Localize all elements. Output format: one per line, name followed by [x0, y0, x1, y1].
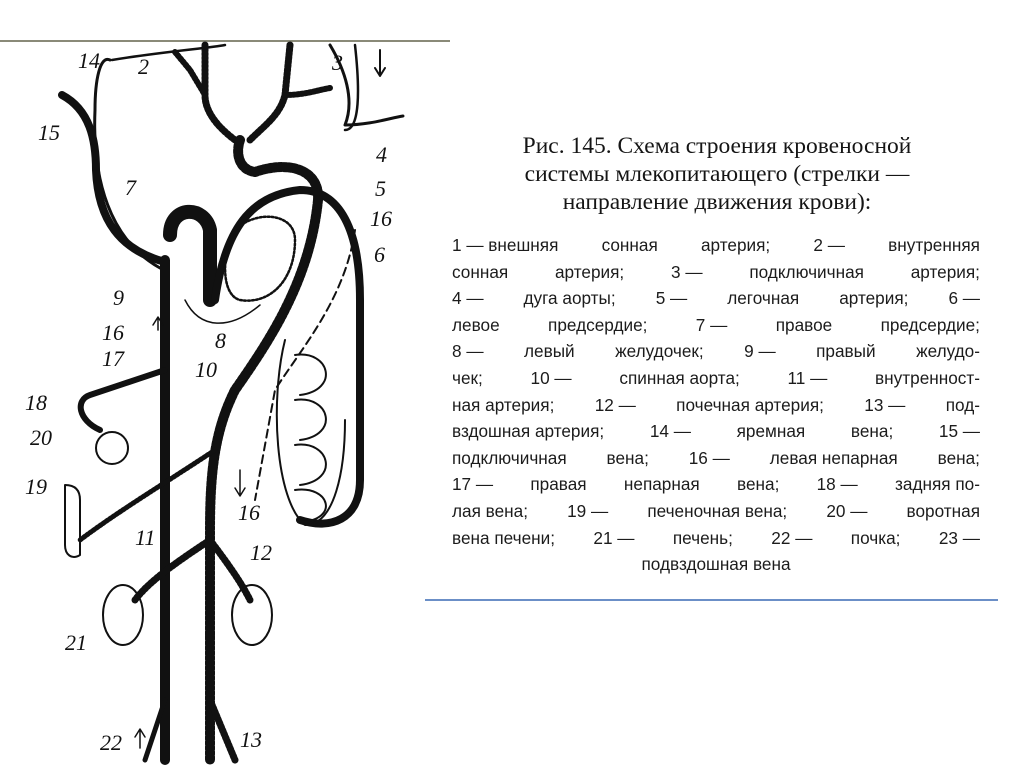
label-6: 6 [374, 242, 385, 267]
legend-line [452, 365, 980, 392]
legend-line [452, 232, 980, 259]
legend-word: предсердие; [548, 314, 648, 335]
legend-word: предсердие; [880, 314, 980, 335]
caption-line: Рис. 145. Схема строения кровеносной [522, 133, 912, 159]
carotid-left [205, 45, 235, 140]
legend-word: 9 — [744, 341, 776, 362]
legend-word: 12 — [594, 394, 636, 415]
legend-word: 8 — [452, 341, 484, 362]
renal-artery-right [210, 540, 250, 600]
legend-word: подвздошная вена [641, 554, 791, 575]
label-14: 14 [78, 48, 100, 73]
legend-word: правый [816, 341, 876, 362]
label-3: 3 [332, 50, 343, 75]
legend-word: сонная [601, 235, 658, 255]
legend-word: подключичная [452, 447, 567, 468]
legend-word: 14 — [649, 421, 691, 442]
legend-word: 7 — [695, 314, 728, 335]
legend-word: 10 — [530, 367, 572, 388]
legend-word: 16 — [688, 447, 730, 468]
legend-word: 21 — [593, 527, 635, 548]
legend-word: сонная [452, 261, 509, 282]
caption-line: системы млекопитающего (стрелки — [524, 161, 910, 187]
legend-word: чек; [452, 367, 483, 388]
label-11: 11 [135, 525, 156, 550]
legend-word: вздошная артерия; [452, 421, 605, 442]
arrow-1 [375, 50, 385, 76]
legend-word: ная артерия; [452, 394, 555, 415]
label-23: 22 [100, 730, 122, 755]
legend-word: яремная [736, 421, 806, 442]
left-ventricle [225, 217, 295, 301]
legend-line [452, 312, 980, 339]
legend-word: 13 — [864, 394, 906, 415]
legend-word: воротная [906, 500, 980, 521]
legend-word: 6 — [948, 288, 980, 309]
bottom-rule [425, 599, 998, 601]
legend-line [452, 418, 980, 445]
legend-word: 20 — [826, 500, 868, 521]
legend-word: 1 — внешняя [452, 235, 559, 255]
legend-line [452, 338, 980, 365]
legend-word: 23 — [938, 527, 980, 548]
legend-line [452, 498, 980, 525]
legend-word: желудочек; [615, 341, 704, 362]
subclavian-artery [285, 88, 330, 95]
legend-word: 3 — [671, 261, 703, 282]
arrow-3 [235, 470, 245, 496]
legend-word: 5 — [655, 288, 688, 309]
label-20: 19 [25, 474, 47, 499]
legend-word: левая непарная [769, 447, 898, 468]
label-22: 21 [65, 630, 87, 655]
legend-word: печень; [672, 527, 733, 548]
circulatory-diagram [0, 0, 450, 767]
caption-line: направление движения крови): [562, 189, 872, 215]
label-18: 17 [102, 346, 124, 371]
legend-word: почечная артерия; [676, 394, 824, 415]
kidney-left [103, 585, 143, 645]
label-10: 10 [195, 357, 217, 382]
figure-legend [452, 232, 980, 578]
legend-word: дуга аорты; [523, 288, 616, 309]
legend-line [452, 285, 980, 312]
label-5: 5 [375, 176, 386, 201]
label-16b: 16 [238, 500, 260, 525]
label-16a: 16 [370, 206, 392, 231]
legend-word: левое [452, 314, 500, 335]
label-13: 13 [240, 727, 262, 752]
arrow-4 [135, 729, 145, 748]
legend-line [452, 551, 980, 578]
legend-line [452, 392, 980, 419]
pulmonary-loop [215, 190, 360, 524]
legend-word: спинная аорта; [619, 367, 740, 388]
label-4: 4 [376, 142, 387, 167]
legend-line [452, 525, 980, 552]
liver [96, 432, 128, 464]
legend-word: вена; [606, 447, 649, 468]
legend-word: артерия; [554, 261, 625, 282]
legend-word: под- [945, 394, 980, 415]
lung-outline [277, 340, 345, 525]
legend-word: артерия; [839, 288, 909, 309]
heart-outline [185, 300, 260, 323]
legend-word: левый [523, 341, 575, 362]
jugular-vein-outline [95, 59, 160, 268]
legend-word: желудо- [916, 341, 980, 362]
legend-word: артерия; [700, 235, 771, 255]
legend-word: 4 — [452, 288, 484, 309]
legend-word: печеночная вена; [647, 500, 788, 521]
legend-word: 18 — [816, 474, 858, 495]
legend-word: 22 — [771, 527, 813, 548]
label-9: 9 [113, 285, 124, 310]
legend-word: почка; [850, 527, 901, 548]
figure-caption [452, 132, 982, 216]
legend-word: вена печени; [452, 527, 555, 548]
label-12: 12 [250, 540, 272, 565]
legend-word: лая вена; [452, 500, 528, 521]
legend-line [452, 445, 980, 472]
legend-word: правое [775, 314, 833, 335]
legend-word: 19 — [567, 500, 609, 521]
label-2: 2 [138, 54, 149, 79]
legend-word: артерия; [910, 261, 980, 282]
legend-word: легочная [727, 288, 800, 309]
label-21: 20 [30, 425, 52, 450]
legend-word: внутренност- [875, 367, 980, 388]
hepatic-vein [81, 370, 165, 430]
portal-vein [65, 485, 80, 557]
right-atrium [170, 212, 210, 300]
legend-word: непарная [623, 474, 700, 495]
label-7: 7 [125, 175, 136, 200]
label-15: 15 [38, 120, 60, 145]
label-8: 8 [215, 328, 226, 353]
legend-word: вена; [850, 421, 894, 442]
label-17: 16 [102, 320, 124, 345]
legend-word: вена; [937, 447, 980, 468]
legend-word: 11 — [787, 367, 828, 388]
legend-word: задняя по- [895, 474, 980, 495]
legend-word: 17 — [452, 474, 494, 495]
kidney-right [232, 585, 272, 645]
legend-word: подключичная [749, 261, 864, 282]
legend-word: правая [530, 474, 587, 495]
lung-capillary [295, 355, 326, 522]
carotid-left-branch [175, 52, 205, 95]
legend-word: 2 — [813, 235, 845, 255]
legend-line [452, 471, 980, 498]
legend-word: внутренняя [888, 235, 980, 255]
legend-word: вена; [737, 474, 780, 495]
subclavian-vein [62, 95, 165, 262]
label-19: 18 [25, 390, 47, 415]
legend-word: 15 — [938, 421, 980, 442]
legend-line [452, 259, 980, 286]
